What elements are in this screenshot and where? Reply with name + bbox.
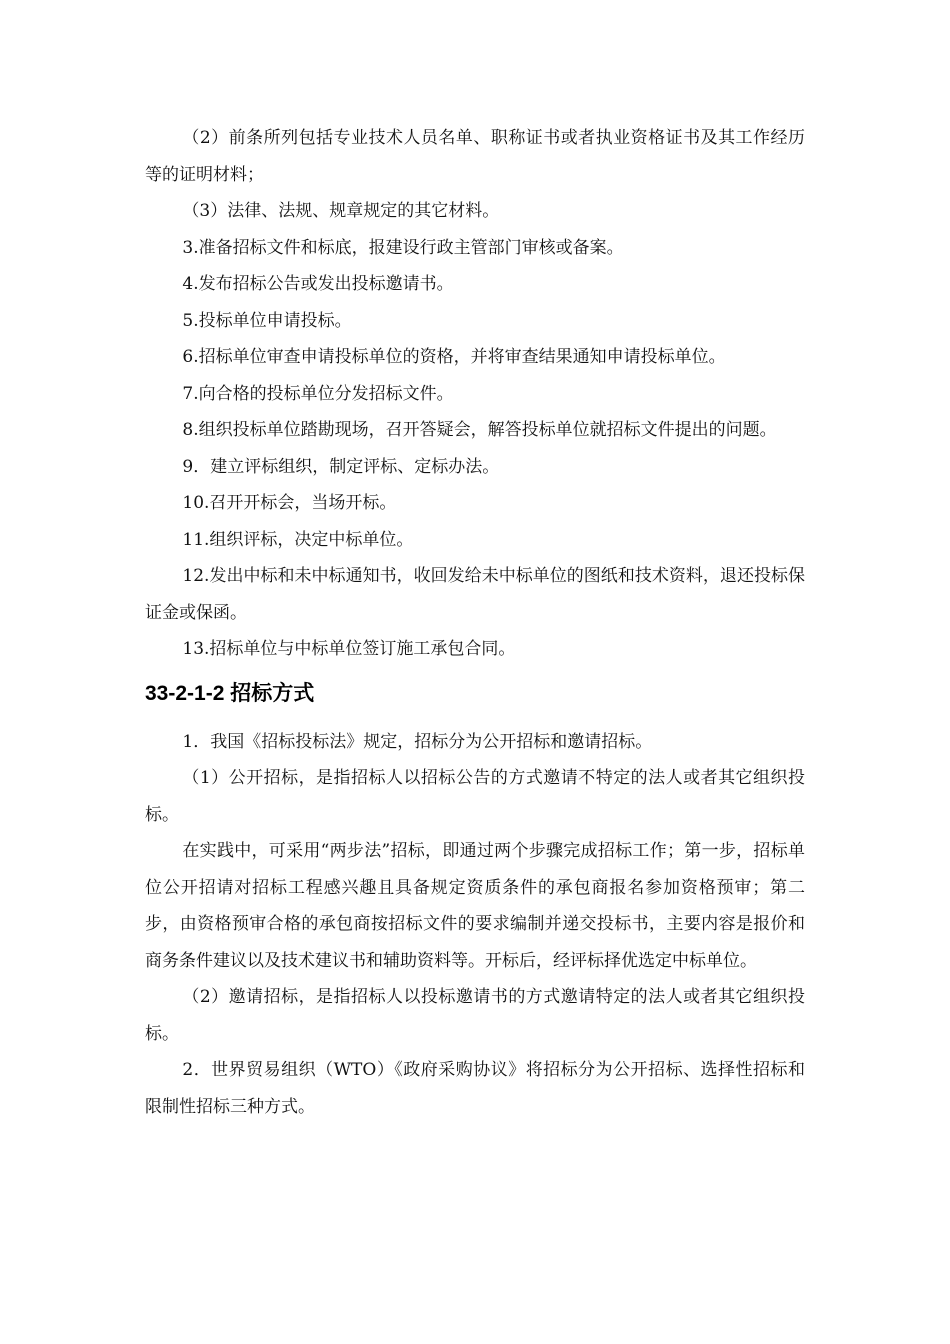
paragraph-bidding-law: 1．我国《招标投标法》规定，招标分为公开招标和邀请招标。 [182,731,653,752]
paragraph-step-10: 10.召开开标会，当场开标。 [182,493,397,513]
paragraph-invited-bidding: （2）邀请招标，是指招标人以投标邀请书的方式邀请特定的法人或者其它组织投标。 [145,987,805,1044]
paragraph-step-9: 9．建立评标组织，制定评标、定标办法。 [182,456,500,477]
section-heading: 33-2-1-2 招标方式 [145,681,315,705]
paragraph-qualification-item-2: （2）前条所列包括专业技术人员名单、职称证书或者执业资格证书及其工作经历等的证明材料； [145,128,805,185]
paragraph-step-13: 13.招标单位与中标单位签订施工承包合同。 [182,639,516,659]
paragraph-wto-procurement: 2．世界贸易组织（WTO）《政府采购协议》将招标分为公开招标、选择性招标和限制性招标三种方式。 [145,1060,805,1117]
paragraph-step-7: 7.向合格的投标单位分发招标文件。 [182,383,454,404]
paragraph-step-5: 5.投标单位申请投标。 [182,310,352,331]
paragraph-open-bidding: （1）公开招标，是指招标人以招标公告的方式邀请不特定的法人或者其它组织投标。 [145,768,805,825]
paragraph-two-step-method: 在实践中，可采用“两步法”招标，即通过两个步骤完成招标工作；第一步，招标单位公开招请对招标工程感兴趣且具备规定资质条件的承包商报名参加资格预审；第二步，由资格预审合格的承包商按招标文件的要求编制并递交投标书，主要内容是报价和商务条件建议以及技术建议书和辅助资料等。开标后，经评标择优选定中标单位。 [145,841,805,971]
document-page [145,120,805,1125]
paragraph-step-3: 3.准备招标文件和标底，报建设行政主管部门审核或备案。 [182,237,624,258]
paragraph-step-12: 12.发出中标和未中标通知书，收回发给未中标单位的图纸和技术资料，退还投标保证金或保函。 [145,566,805,623]
paragraph-step-6: 6.招标单位审查申请投标单位的资格，并将审查结果通知申请投标单位。 [182,347,726,367]
paragraph-step-8: 8.组织投标单位踏勘现场，召开答疑会，解答投标单位就招标文件提出的问题。 [182,420,777,440]
paragraph-step-11: 11.组织评标，决定中标单位。 [182,529,414,550]
paragraph-qualification-item-3: （3）法律、法规、规章规定的其它材料。 [182,201,500,221]
paragraph-step-4: 4.发布招标公告或发出投标邀请书。 [182,274,454,294]
